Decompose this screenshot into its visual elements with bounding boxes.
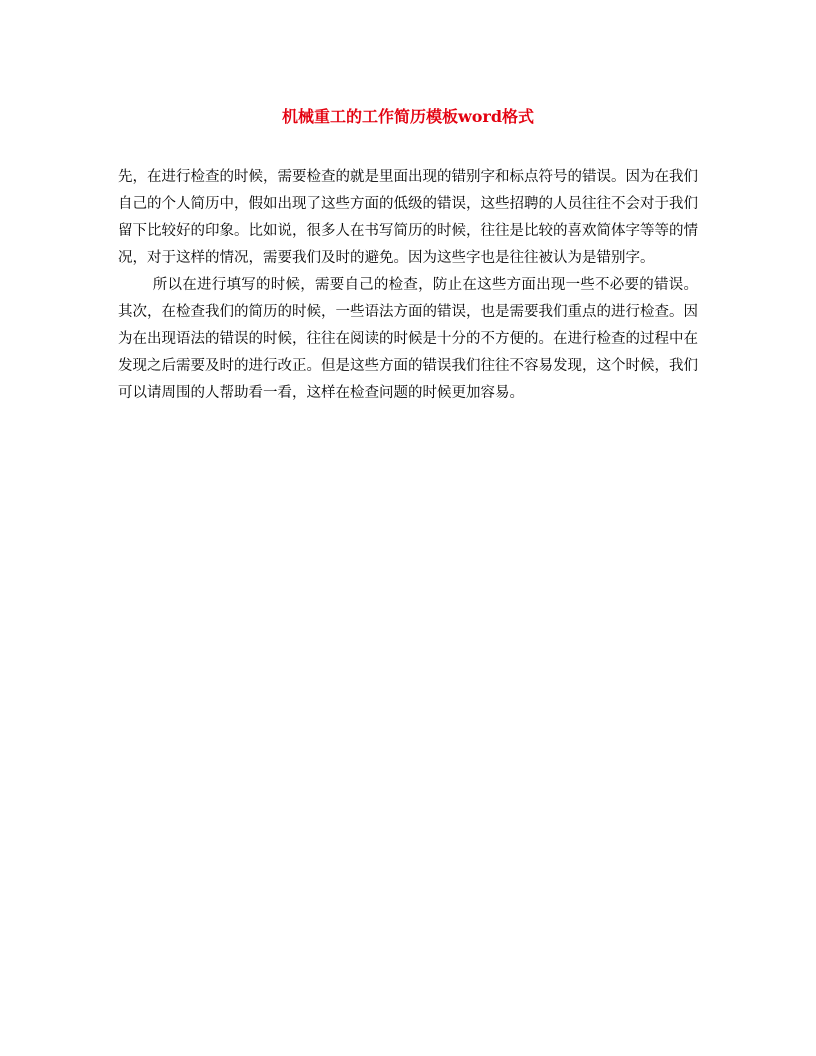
document-title: 机械重工的工作简历模板word格式 xyxy=(281,107,535,126)
body-paragraph-1: 先，在进行检查的时候，需要检查的就是里面出现的错别字和标点符号的错误。因为在我们自己的个人简历中，假如出现了这些方面的低级的错误，这些招聘的人员往往不会对于我们留下比较好的印象。比如说，很多人在书写简历的时候，往往是比较的喜欢简体字等等的情况，对于这样的情况，需要我们及时的避免。因为这些字也是往往被认为是错别字。 xyxy=(118,169,698,266)
document-body xyxy=(118,164,698,407)
body-paragraph-2: 所以在进行填写的时候，需要自己的检查，防止在这些方面出现一些不必要的错误。其次，在检查我们的简历的时候，一些语法方面的错误，也是需要我们重点的进行检查。因为在出现语法的错误的时候，往往在阅读的时候是十分的不方便的。在进行检查的过程中在发现之后需要及时的进行改正。但是这些方面的错误我们往往不容易发现，这个时候，我们可以请周围的人帮助看一看，这样在检查问题的时候更加容易。 xyxy=(118,277,698,401)
